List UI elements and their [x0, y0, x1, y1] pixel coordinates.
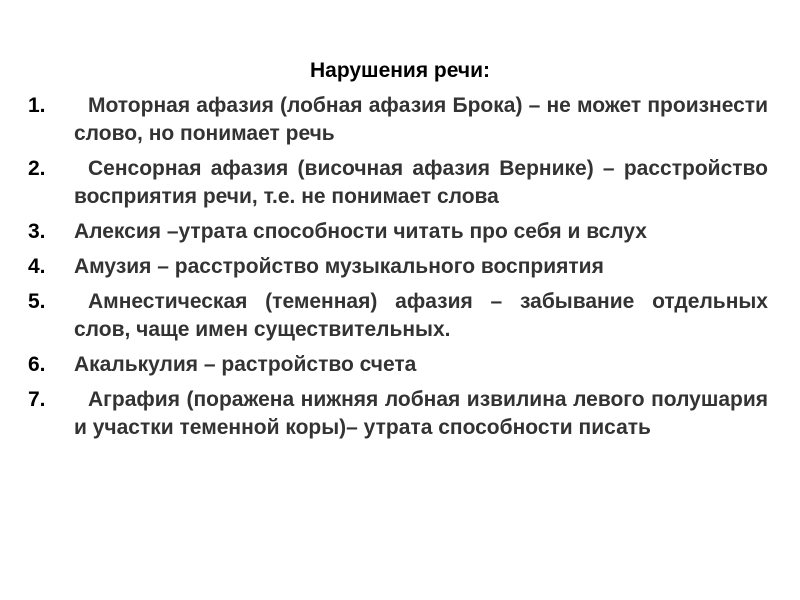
item-text: Амузия – расстройство музыкального восприятия: [74, 255, 604, 278]
item-text: Сенсорная афазия (височная афазия Вернике) – расстройство восприятия речи, т.е. не понимает слова: [74, 157, 768, 208]
speech-disorders-list: [28, 92, 768, 449]
item-number: 5.: [28, 290, 46, 313]
item-text: Алексия –утрата способности читать про себя и вслух: [74, 220, 647, 243]
item-text: Аграфия (поражена нижняя лобная извилина левого полушария и участки теменной коры)– утрата способности писать: [74, 388, 768, 439]
item-text: Моторная афазия (лобная афазия Брока) – не может произнести слово, но понимает речь: [74, 94, 768, 145]
item-text: Амнестическая (теменная) афазия – забывание отдельных слов, чаще имен существительных.: [74, 290, 768, 341]
list-item: [28, 253, 768, 281]
item-number: 3.: [28, 220, 46, 243]
item-number: 1.: [28, 94, 46, 117]
list-item: [28, 92, 768, 148]
item-number: 4.: [28, 255, 46, 278]
slide-title: Нарушения речи:: [309, 59, 491, 82]
list-item: [28, 155, 768, 211]
list-item: [28, 386, 768, 442]
item-number: 6.: [28, 353, 46, 376]
list-item: [28, 288, 768, 344]
list-item: [28, 218, 768, 246]
item-number: 2.: [28, 157, 46, 180]
item-number: 7.: [28, 388, 46, 411]
item-text: Акалькулия – растройство счета: [74, 353, 417, 376]
list-item: [28, 351, 768, 379]
